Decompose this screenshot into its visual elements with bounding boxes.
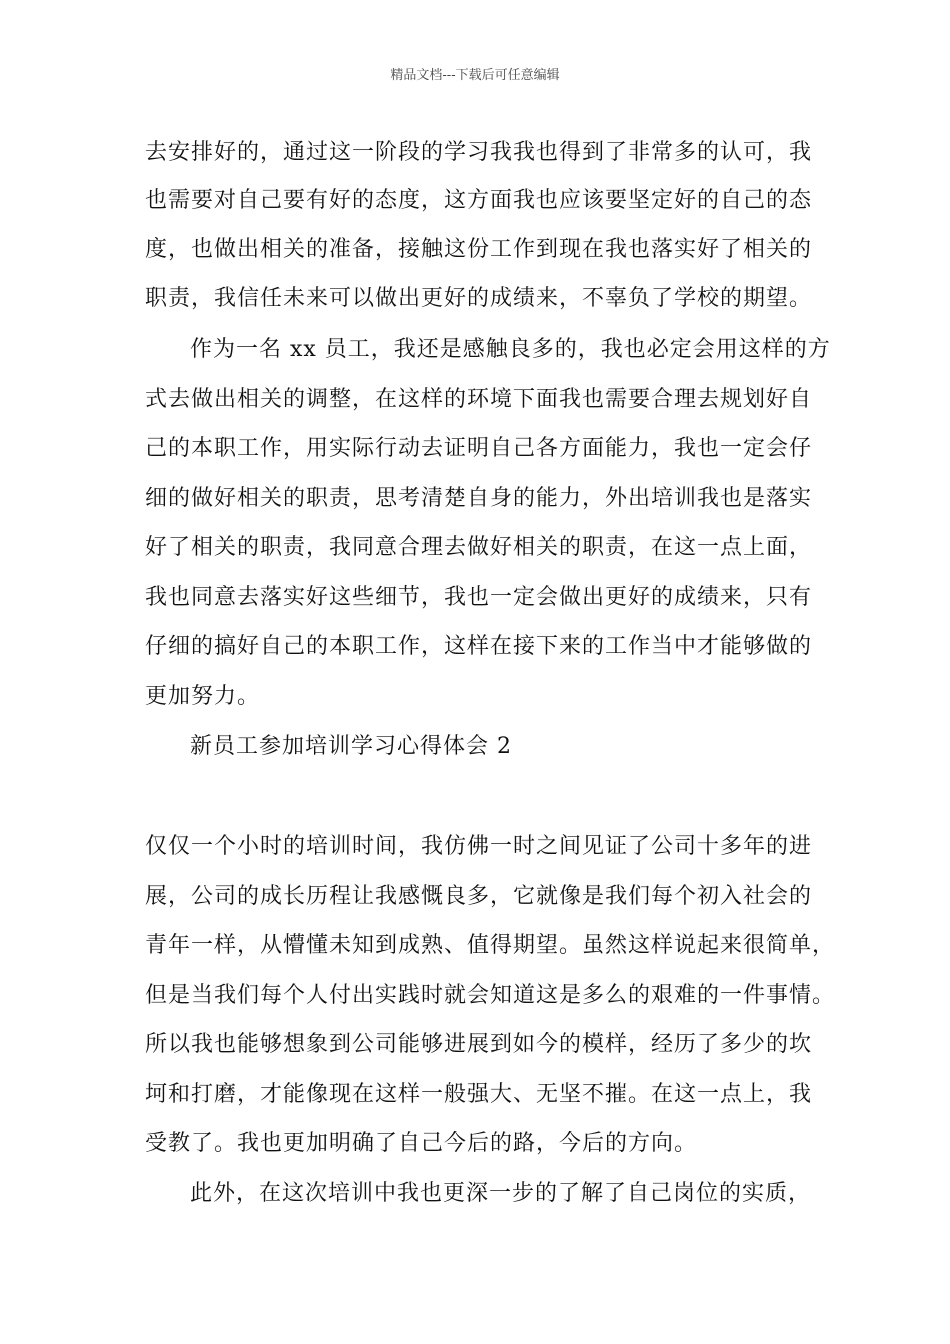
body-line: 但是当我们每个人付出实践时就会知道这是多么的艰难的一件事情。 <box>145 983 836 1008</box>
body-line: 去安排好的，通过这一阶段的学习我我也得到了非常多的认可，我 <box>145 140 813 165</box>
body-line: 仔细的搞好自己的本职工作，这样在接下来的工作当中才能够做的 <box>145 634 813 659</box>
body-line: 职责，我信任未来可以做出更好的成绩来，不辜负了学校的期望。 <box>145 286 813 311</box>
body-line: 展，公司的成长历程让我感慨良多，它就像是我们每个初入社会的 <box>145 884 813 909</box>
body-line: 度，也做出相关的准备，接触这份工作到现在我也落实好了相关的 <box>145 237 813 262</box>
paragraph-first-line: 作为一名 xx 员工，我还是感触良多的，我也必定会用这样的方 <box>190 337 831 362</box>
page-header: 精品文档---下载后可任意编辑 <box>390 68 560 83</box>
body-line: 我也同意去落实好这些细节，我也一定会做出更好的成绩来，只有 <box>145 585 813 610</box>
body-line: 细的做好相关的职责，思考清楚自身的能力，外出培训我也是落实 <box>145 486 813 511</box>
body-line: 好了相关的职责，我同意合理去做好相关的职责，在这一点上面， <box>145 535 813 560</box>
section-heading: 新员工参加培训学习心得体会 2 <box>190 734 512 759</box>
body-line: 更加努力。 <box>145 684 261 709</box>
body-line: 仅仅一个小时的培训时间，我仿佛一时之间见证了公司十多年的进 <box>145 834 813 859</box>
body-line: 己的本职工作，用实际行动去证明自己各方面能力，我也一定会仔 <box>145 436 813 461</box>
body-line: 受教了。我也更加明确了自己今后的路，今后的方向。 <box>145 1131 698 1156</box>
body-line: 所以我也能够想象到公司能够进展到如今的模样，经历了多少的坎 <box>145 1032 813 1057</box>
body-line: 青年一样，从懵懂未知到成熟、值得期望。虽然这样说起来很简单， <box>145 933 836 958</box>
body-line: 式去做出相关的调整，在这样的环境下面我也需要合理去规划好自 <box>145 387 813 412</box>
paragraph-first-line: 此外，在这次培训中我也更深一步的了解了自己岗位的实质， <box>190 1181 812 1206</box>
body-line: 坷和打磨，才能像现在这样一般强大、无坚不摧。在这一点上，我 <box>145 1082 813 1107</box>
body-line: 也需要对自己要有好的态度，这方面我也应该要坚定好的自己的态 <box>145 188 813 213</box>
